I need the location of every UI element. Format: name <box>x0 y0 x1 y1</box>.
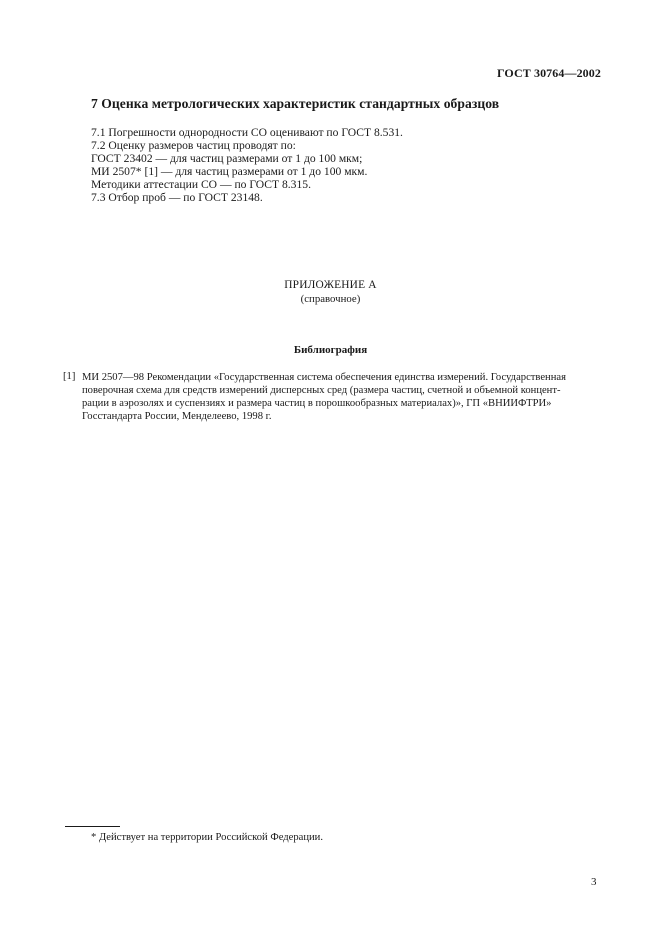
clause-7-2-mi: МИ 2507* [1] — для частиц размерами от 1 до 100 мкм. <box>91 165 368 178</box>
clause-7-1: 7.1 Погрешности однородности СО оценивают по ГОСТ 8.531. <box>91 126 403 139</box>
clause-7-2: 7.2 Оценку размеров частиц проводят по: <box>91 139 296 152</box>
clause-7-2-methods: Методики аттестации СО — по ГОСТ 8.315. <box>91 178 311 191</box>
reference-line: рации в аэрозолях и суспензиях и размера частиц в порошкообразных материалах)», ГП «ВНИИФТРИ» <box>82 398 552 409</box>
appendix-title: ПРИЛОЖЕНИЕ А <box>284 279 377 291</box>
reference-line: поверочная схема для средств измерений дисперсных сред (размера частиц, счетной и объемной концент- <box>82 385 561 396</box>
appendix-subtitle: (справочное) <box>300 293 361 305</box>
document-code: ГОСТ 30764—2002 <box>497 66 601 80</box>
clause-7-2-gost: ГОСТ 23402 — для частиц размерами от 1 до 100 мкм; <box>91 152 363 165</box>
footnote-text: * Действует на территории Российской Федерации. <box>91 832 324 843</box>
reference-line: МИ 2507—98 Рекомендации «Государственная система обеспечения единства измерений. Государственная <box>82 372 566 383</box>
reference-number: [1] <box>63 371 76 382</box>
section-heading: 7 Оценка метрологических характеристик стандартных образцов <box>91 96 500 111</box>
bibliography-heading: Библиография <box>293 344 368 356</box>
footnote-divider <box>65 826 120 827</box>
reference-line: Госстандарта России, Менделеево, 1998 г. <box>82 411 272 422</box>
page-number: 3 <box>591 876 597 888</box>
clause-7-3: 7.3 Отбор проб — по ГОСТ 23148. <box>91 191 263 204</box>
